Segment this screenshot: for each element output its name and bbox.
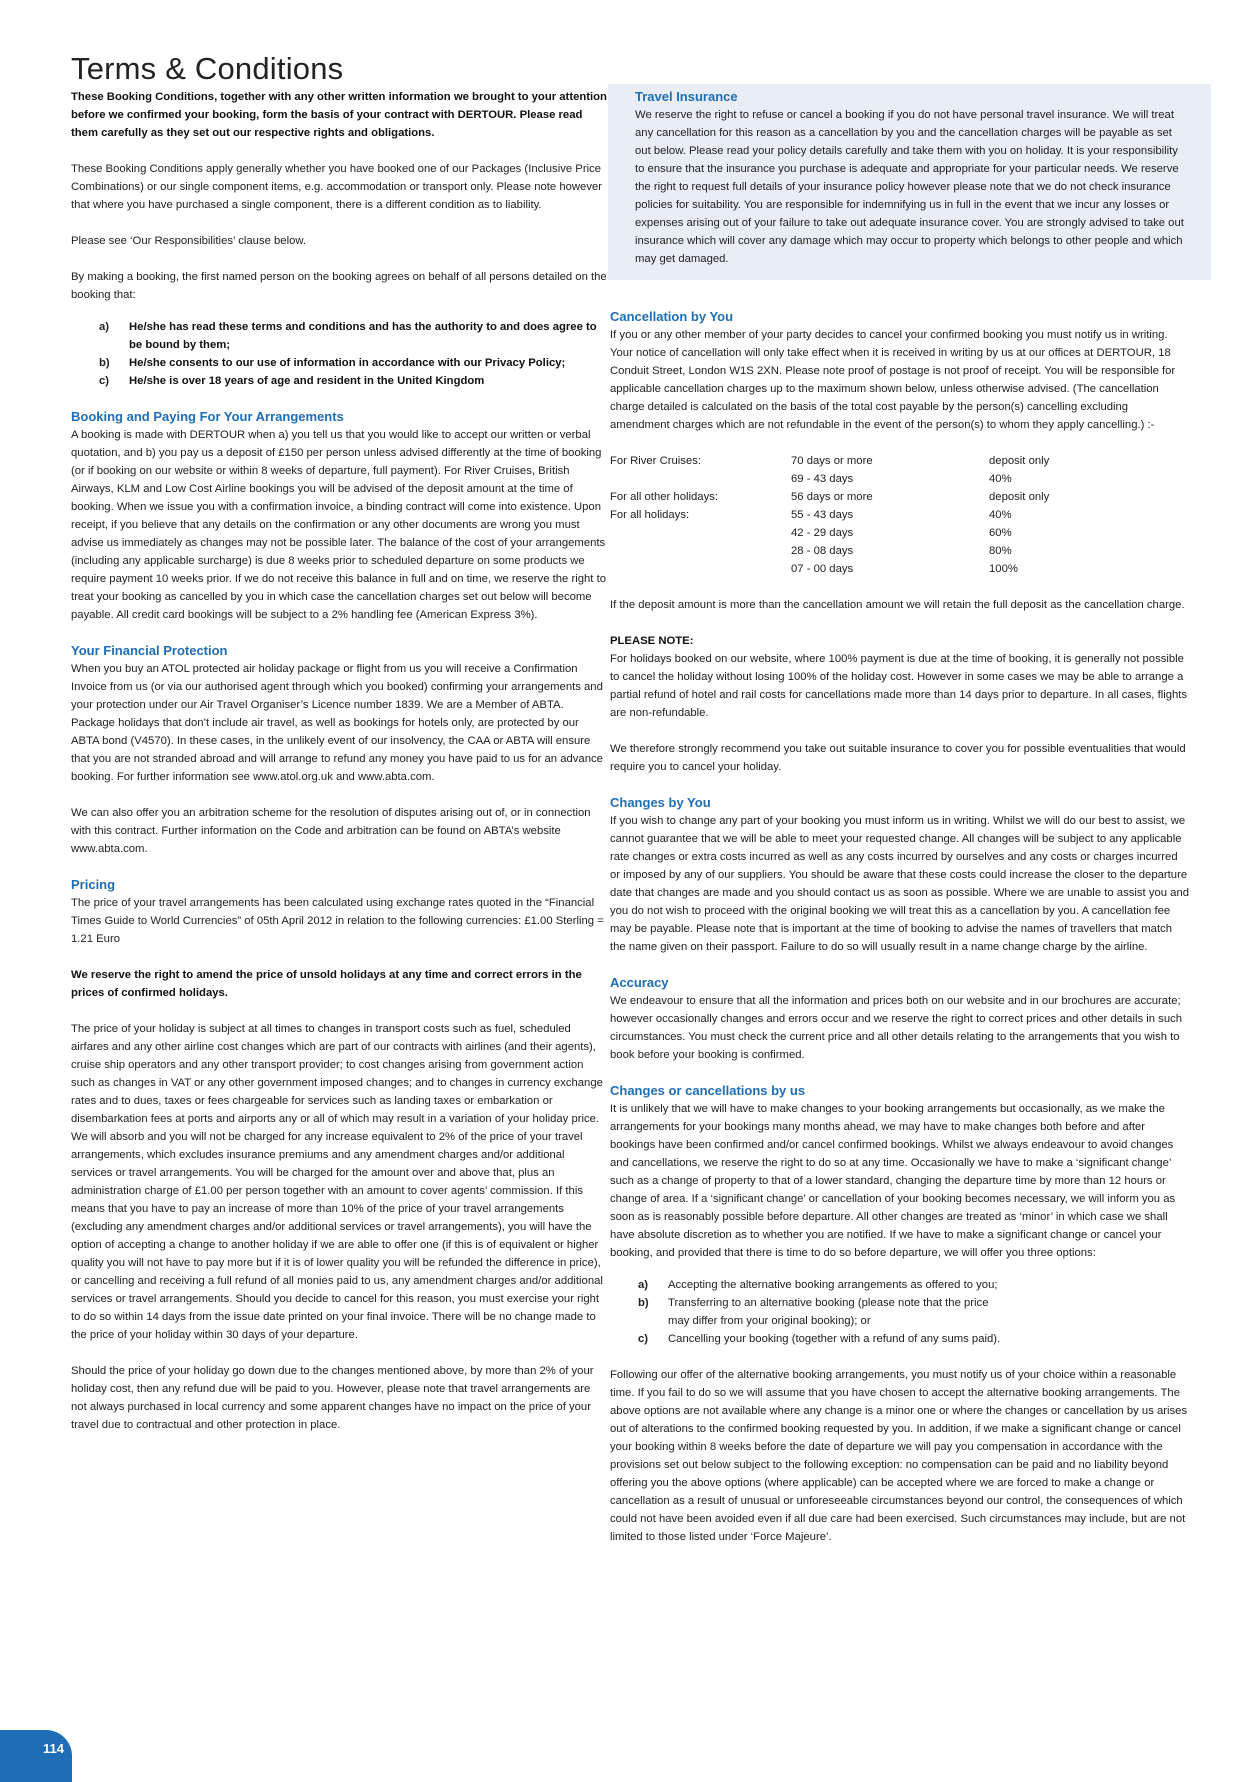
right-column bbox=[610, 88, 1189, 1564]
table-row bbox=[610, 524, 1109, 542]
table-row bbox=[610, 452, 1109, 470]
list-label: b) bbox=[99, 357, 110, 369]
agreement-intro: By making a booking, the first named person on the booking agrees on behalf of all persons detailed on the booking that: bbox=[71, 271, 607, 301]
list-label: b) bbox=[638, 1297, 649, 1309]
list-item bbox=[638, 1294, 1189, 1330]
list-label: a) bbox=[638, 1279, 649, 1291]
travel-insurance-box bbox=[608, 84, 1211, 280]
arbitration-text: We can also offer you an arbitration scheme for the resolution of disputes arising out of, or in connection with this contract. Further information on the Code and arbitration can be found on ABTA’s website www.abta.com. bbox=[71, 807, 591, 855]
changes-by-you-text: If you wish to change any part of your booking you must inform us in writing. Whilst we will do our best to assist, we cannot guarantee that we will be able to meet your requested change. All changes will be subject to any applicable rate changes or extra costs incurred as well as any costs incurred by ourselves and any costs or charges incurred or imposed by any of our suppliers. You should be aware that these costs could increase the closer to the departure date that changes are made and you should contact us as soon as possible. Where we are unable to assist you and you do not wish to proceed with the original booking we will treat this as a cancellation by you. A cancellation fee may be payable. Please note that is important at the time of booking to advise the names of travellers that match the name given on their passport. Failure to do so will usually result in a name change charge by the airline. bbox=[610, 815, 1190, 953]
table-cell: 28 - 08 days bbox=[791, 545, 854, 557]
cancellation-charges-table bbox=[610, 452, 1109, 578]
accuracy-text: We endeavour to ensure that all the information and prices both on our website and in our brochures are accurate; however occasionally changes and errors occur and we reserve the right to correct prices and other details in such circumstances. You must check the current price and all other details relating to the arrangements that you wish to book before your booking is confirmed. bbox=[610, 995, 1183, 1061]
list-text: Transferring to an alternative booking (please note that the price may differ from your original booking); or bbox=[668, 1297, 989, 1327]
list-label: a) bbox=[99, 321, 110, 333]
list-text: He/she is over 18 years of age and resident in the United Kingdom bbox=[129, 375, 485, 387]
list-label: c) bbox=[638, 1333, 649, 1345]
following-offer-text: Following our offer of the alternative booking arrangements, you must notify us of your choice within a reasonable time. If you fail to do so we will assume that you have chosen to accept the alternative booking arrangements. The above options are not available where any change is a minor one or where the changes or cancellation by us arises out of alterations to the confirmed booking requested by you. In addition, if we make a significant change or cancel your booking within 8 weeks before the date of departure we will pay you compensation in accordance with the provisions set out below subject to the following exception: no compensation can be paid and no liability beyond offering you the above options (where applicable) can be accepted where we are forced to make a change or cancellation as a result of unusual or unforeseeable circumstances beyond our control, the consequences of which could not have been avoided even if all due care had been exercised. Such circumstances may include, but are not limited to those listed under ‘Force Majeure’. bbox=[610, 1369, 1188, 1543]
insurance-text: We reserve the right to refuse or cancel a booking if you do not have personal travel insurance. We will treat any cancellation for this reason as a cancellation by you and the cancellation charges will be payable as set out below. Please read your policy details carefully and take them with you on holiday. It is your responsibility to ensure that the insurance you purchase is adequate and appropriate for your particular needs. We reserve the right to request full details of your insurance policy however please note that we do not check insurance policies for suitability. You are responsible for indemnifying us in full in the event that we incur any losses or expenses arising out of your failure to take out adequate insurance cover. You are strongly advised to take out insurance which will cover any damage which may occur to property which belongs to other people and which may get damaged. bbox=[635, 109, 1184, 265]
list-item bbox=[99, 318, 608, 354]
options-list bbox=[610, 1276, 1189, 1348]
cancellation-heading: Cancellation by You bbox=[610, 309, 734, 324]
table-row bbox=[610, 560, 1109, 578]
list-text: He/she consents to our use of information in accordance with our Privacy Policy; bbox=[129, 357, 566, 369]
booking-heading: Booking and Paying For Your Arrangements bbox=[71, 409, 344, 424]
table-cell: 60% bbox=[989, 527, 1012, 539]
table-cell: For all holidays: bbox=[610, 509, 690, 521]
page-title: Terms & Conditions bbox=[71, 50, 344, 86]
table-cell: 42 - 29 days bbox=[791, 527, 854, 539]
table-cell: 70 days or more bbox=[791, 455, 873, 467]
list-text: Cancelling your booking (together with a refund of any sums paid). bbox=[668, 1333, 1001, 1345]
table-cell: For River Cruises: bbox=[610, 455, 702, 467]
table-cell: For all other holidays: bbox=[610, 491, 718, 503]
table-cell: 07 - 00 days bbox=[791, 563, 854, 575]
financial-protection-text: When you buy an ATOL protected air holiday package or flight from us you will receive a Confirmation Invoice from us (or via our authorised agent through which you booked) confirming your arrangements and your protection under our Air Travel Organiser’s Licence number 1839. We are a Member of ABTA. Package holidays that don’t include air travel, as well as bookings for hotels only, are protected by our ABTA bond (V4570). In these cases, in the unlikely event of our insolvency, the CAA or ABTA will ensure that you are not stranded abroad and will arrange to refund any money you have paid to us for an advance booking. For further information see www.atol.org.uk and www.abta.com. bbox=[71, 663, 603, 783]
financial-protection-heading: Your Financial Protection bbox=[71, 643, 228, 658]
pricing-refund-text: Should the price of your holiday go down due to the changes mentioned above, by more than 2% of your holiday cost, then any refund due will be paid to you. However, please note that travel arrangements are not always purchased in local currency and some apparent changes have no impact on the price of your travel due to contractual and other protection in place. bbox=[71, 1365, 594, 1431]
table-cell bbox=[610, 560, 791, 578]
table-cell: deposit only bbox=[989, 455, 1050, 467]
list-text: Accepting the alternative booking arrangements as offered to you; bbox=[668, 1279, 998, 1291]
table-cell bbox=[610, 470, 791, 488]
list-text: He/she has read these terms and conditions and has the authority to and does agree to be bound by them; bbox=[129, 321, 597, 351]
table-row bbox=[610, 470, 1109, 488]
list-item bbox=[99, 354, 608, 372]
table-cell: 100% bbox=[989, 563, 1018, 575]
left-column bbox=[71, 88, 608, 1452]
deposit-note: If the deposit amount is more than the cancellation amount we will retain the full deposit as the cancellation charge. bbox=[610, 599, 1185, 611]
agreement-list bbox=[71, 318, 608, 390]
table-cell: 55 - 43 days bbox=[791, 509, 854, 521]
responsibilities-note: Please see ‘Our Responsibilities’ clause below. bbox=[71, 235, 307, 247]
page-number: 114 bbox=[43, 1741, 64, 1756]
table-row bbox=[610, 506, 1109, 524]
pricing-reserve-statement: We reserve the right to amend the price of unsold holidays at any time and correct errors in the prices of confirmed holidays. bbox=[71, 969, 582, 999]
table-cell bbox=[610, 542, 791, 560]
insurance-recommendation: We therefore strongly recommend you take out suitable insurance to cover you for possible eventualities that would require you to cancel your holiday. bbox=[610, 743, 1186, 773]
list-item bbox=[638, 1276, 1189, 1294]
page-number-tab bbox=[0, 1730, 72, 1782]
table-cell: 40% bbox=[989, 509, 1012, 521]
table-cell: 80% bbox=[989, 545, 1012, 557]
table-cell bbox=[610, 524, 791, 542]
cancellation-text: If you or any other member of your party decides to cancel your confirmed booking you must notify us in writing. Your notice of cancellation will only take effect when it is received in writing by us at our offices at DERTOUR, 18 Conduit Street, London W1S 2XN. Please note proof of postage is not proof of receipt. You will be responsible for applicable cancellation charges up to the maximum shown below, unless otherwise advised. (The cancellation charge detailed is calculated on the basis of the total cost payable by the person(s) cancelling excluding amendment charges which are not refundable in the event of the person(s) to whom they apply cancelling.) :- bbox=[610, 329, 1176, 431]
list-label: c) bbox=[99, 375, 110, 387]
table-cell: 56 days or more bbox=[791, 491, 873, 503]
intro-statement: These Booking Conditions, together with any other written information we brought to your attention before we confirmed your booking, form the basis of your contract with DERTOUR. Please read them carefully as they set out our respective rights and obligations. bbox=[71, 91, 607, 139]
table-cell: 40% bbox=[989, 473, 1012, 485]
table-cell: 69 - 43 days bbox=[791, 473, 854, 485]
table-cell: deposit only bbox=[989, 491, 1050, 503]
intro-paragraph: These Booking Conditions apply generally whether you have booked one of our Packages (Inclusive Price Combinations) or our single component items, e.g. accommodation or transport only. Please note however that where you have purchased a single component, there is a different condition as to liability. bbox=[71, 163, 603, 211]
pricing-changes-text: The price of your holiday is subject at all times to changes in transport costs such as fuel, scheduled airfares and any other airline cost changes which are part of our contracts with airlines (and their agents), cruise ship operators and any other transport provider; to cost changes arising from government action such as changes in VAT or any other government imposed changes; and to changes in currency exchange rates and to dues, taxes or fees chargeable for services such as landing taxes or embarkation or disembarkation fees at ports and airports any or all of which may result in a variation of your holiday price. We will absorb and you will not be charged for any increase equivalent to 2% of the price of your travel arrangements, which excludes insurance premiums and any amendment charges and/or additional services or travel arrangements. You will be charged for the amount over and above that, plus an administration charge of £1.00 per person together with an amount to cover agents’ commission. If this means that you have to pay an increase of more than 10% of the price of your travel arrangements (excluding any amendment charges and/or additional services or travel arrangements), you will have the option of accepting a change to another holiday if we are able to offer one (if this is of equivalent or higher quality you will not have to pay more but if it is of lower quality you will be refunded the difference in price), or cancelling and receiving a full refund of all monies paid to us, any amendment charges and/or additional services or travel arrangements. Should you decide to cancel for this reason, you must exercise your right to do so within 14 days from the issue date printed on your final invoice. There will be no change made to the price of your holiday within 30 days of your departure. bbox=[71, 1023, 603, 1341]
pricing-heading: Pricing bbox=[71, 877, 116, 892]
booking-text: A booking is made with DERTOUR when a) you tell us that you would like to accept our written or verbal quotation, and b) you pay us a deposit of £150 per person unless advised differently at the time of booking (or if booking on our website or within 8 weeks of departure, full payment). For River Cruises, British Airways, KLM and Low Cost Airline bookings you will be advised of the deposit amount at the time of booking. When we issue you with a confirmation invoice, a binding contract will come into existence. Upon receipt, if you believe that any details on the confirmation or any other documents are wrong you must advise us immediately as changes may not be possible later. The balance of the cost of your arrangements (including any applicable surcharge) is due 8 weeks prior to scheduled departure on some products we require payment 10 weeks prior. If we do not receive this balance in full and on time, we reserve the right to treat your booking as cancelled by you in which case the cancellation charges set out below will become payable. All credit card bookings will be subject to a 2% handling fee (American Express 3%). bbox=[71, 429, 607, 621]
please-note-label: PLEASE NOTE: bbox=[610, 635, 694, 647]
changes-by-us-text: It is unlikely that we will have to make changes to your booking arrangements but occasionally, as we make the arrangements for your bookings many months ahead, we may have to make changes both before and after bookings have been confirmed and/or cancel confirmed bookings. Whilst we always endeavour to avoid changes and cancellations, we reserve the right to do so at any time. Occasionally we have to make a ‘significant change’ such as a change of property to that of a lower standard, changing the departure time by more than 12 hours or change of area. If a ‘significant change’ or cancellation of your booking becomes necessary, we will inform you as soon as is reasonably possible before departure. All other changes are treated as ‘minor’ in which case we shall have absolute discretion as to whether you are notified. If we have to make a significant change or cancel your booking, and provided that there is time to do so before departure, we will offer you three options: bbox=[610, 1103, 1176, 1259]
table-row bbox=[610, 542, 1109, 560]
pricing-exchange-text: The price of your travel arrangements has been calculated using exchange rates quoted in the “Financial Times Guide to World Currencies” of 05th April 2012 in relation to the following currencies: £1.00 Sterling = 1.21 Euro bbox=[71, 897, 604, 945]
list-item bbox=[99, 372, 608, 390]
changes-by-us-heading: Changes or cancellations by us bbox=[610, 1083, 806, 1098]
please-note-text: For holidays booked on our website, where 100% payment is due at the time of booking, it is generally not possible to cancel the holiday without losing 100% of the holiday cost. However in some cases we may be able to arrange a partial refund of hotel and rail costs for cancellations made more than 14 days prior to departure. In all cases, flights are non-refundable. bbox=[610, 653, 1188, 719]
changes-by-you-heading: Changes by You bbox=[610, 795, 711, 810]
accuracy-heading: Accuracy bbox=[610, 975, 669, 990]
table-row bbox=[610, 488, 1109, 506]
insurance-heading: Travel Insurance bbox=[635, 89, 738, 104]
list-item bbox=[638, 1330, 1189, 1348]
